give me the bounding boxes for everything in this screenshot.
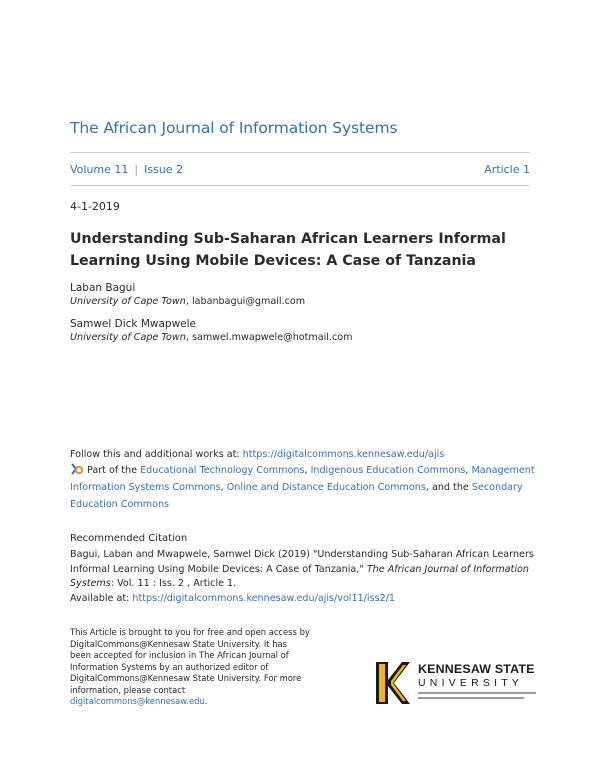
- follow-text: Follow this and additional works at:: [70, 449, 243, 460]
- kennesaw-logo: [372, 660, 542, 708]
- citation-volume: : Vol. 11 : Iss. 2 , Article 1.: [110, 578, 237, 590]
- ksu-emblem-icon: [372, 660, 412, 706]
- author-name: Laban Bagui: [70, 282, 136, 294]
- part-of-prefix: Part of the: [87, 465, 141, 476]
- separator: |: [134, 163, 139, 176]
- author-block: [70, 282, 305, 307]
- publication-date: 4-1-2019: [70, 200, 120, 213]
- author-affiliation: [70, 296, 305, 307]
- follow-line: [70, 446, 444, 463]
- available-link[interactable]: https://digitalcommons.kennesaw.edu/ajis/vol11/iss2/1: [132, 592, 396, 604]
- separator: ,: [304, 465, 311, 476]
- indigenous-education-link[interactable]: Indigenous Education Commons: [310, 465, 466, 476]
- available-label: Available at:: [70, 592, 133, 604]
- paper-title: Understanding Sub-Saharan African Learners Informal Learning Using Mobile Devices: A Case of Tanzania: [70, 231, 506, 269]
- separator: ,: [465, 465, 472, 476]
- logo-tagline: [418, 692, 536, 702]
- follow-link[interactable]: https://digitalcommons.kennesaw.edu/ajis: [242, 449, 445, 460]
- share-icon: [70, 463, 84, 475]
- management-information-systems-link[interactable]: Management Information Systems Commons: [70, 465, 535, 493]
- secondary-education-link[interactable]: Secondary Education Commons: [70, 482, 523, 510]
- open-access-notice: [70, 627, 310, 708]
- separator: , and the: [425, 482, 472, 493]
- volume-link[interactable]: Volume 11: [70, 163, 129, 176]
- logo-name: KENNESAW STATE: [418, 662, 535, 676]
- access-text: This Article is brought to you for free and open access by DigitalCommons@Kennesaw State University. It has been accepted for inclusion in The African Journal of Information Systems by an authorized editor of DigitalCommons@Kennesaw State University. For more information, please contact: [70, 627, 310, 695]
- author-name: Samwel Dick Mwapwele: [70, 318, 196, 330]
- divider: [70, 185, 530, 186]
- online-distance-education-link[interactable]: Online and Distance Education Commons: [226, 482, 426, 493]
- article-link[interactable]: Article 1: [484, 163, 530, 176]
- citation-heading: Recommended Citation: [70, 533, 188, 544]
- author-email: , samwel.mwapwele@hotmail.com: [185, 332, 353, 343]
- contact-email-link[interactable]: digitalcommons@kennesaw.edu: [70, 696, 205, 706]
- volume-issue-row: [70, 163, 530, 176]
- author-email: , labanbagui@gmail.com: [185, 296, 306, 307]
- part-of-line: [70, 462, 540, 513]
- affiliation-name: University of Cape Town: [70, 332, 186, 343]
- journal-title: The African Journal of Information Systems: [70, 119, 398, 137]
- period: .: [204, 696, 208, 706]
- separator: ,: [220, 482, 227, 493]
- citation-body: [70, 548, 540, 606]
- citation-journal: The African Journal of Information Systems: [70, 563, 529, 590]
- author-block: [70, 318, 353, 343]
- affiliation-name: University of Cape Town: [70, 296, 186, 307]
- issue-link[interactable]: Issue 2: [144, 163, 184, 176]
- divider: [70, 152, 530, 153]
- citation-text: Bagui, Laban and Mwapwele, Samwel Dick (2019) "Understanding Sub-Saharan African Learners Informal Learning Using Mobile Devices: A Case of Tanzania,": [70, 549, 534, 575]
- logo-university: UNIVERSITY: [418, 677, 524, 689]
- author-affiliation: [70, 332, 353, 343]
- educational-technology-link[interactable]: Educational Technology Commons: [140, 465, 305, 476]
